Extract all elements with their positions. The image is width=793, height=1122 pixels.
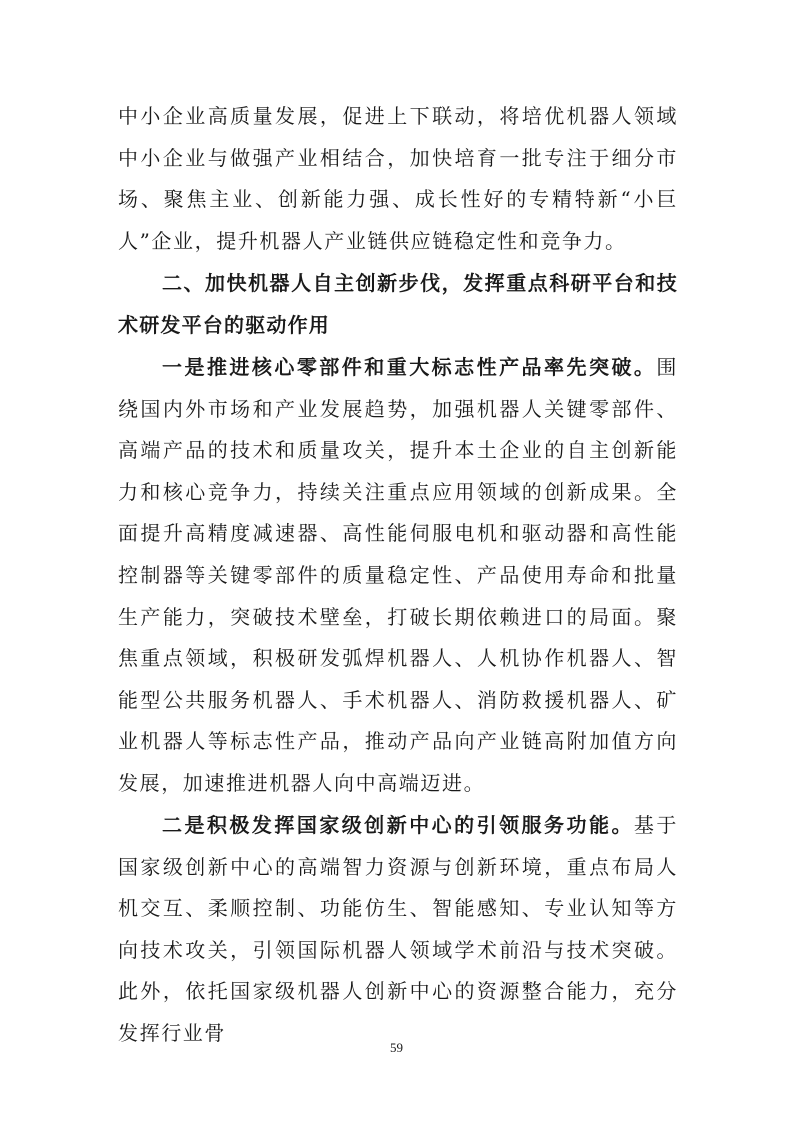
- paragraph-lead-core-components: 一是推进核心零部件和重大标志性产品率先突破。: [162, 355, 657, 379]
- section-heading: 二、加快机器人自主创新步伐，发挥重点科研平台和技术研发平台的驱动作用: [118, 271, 678, 337]
- continuation-paragraph: 中小企业高质量发展，促进上下联动，将培优机器人领域中小企业与做强产业相结合，加快培育一批专注于细分市场、聚焦主业、创新能力强、成长性好的专精特新“小巨人”企业，提升机器人产业链供应链稳定性和竞争力。: [118, 104, 678, 253]
- paragraph-lead-innovation-center: 二是积极发挥国家级创新中心的引领服务功能。: [162, 813, 634, 837]
- page-number: 59: [390, 1040, 403, 1055]
- paragraph-core-components: [118, 347, 678, 805]
- paragraph-body-core-components: 围绕国内外市场和产业发展趋势，加强机器人关键零部件、高端产品的技术和质量攻关，提升本土企业的自主创新能力和核心竞争力，持续关注重点应用领域的创新成果。全面提升高精度减速器、高性能伺服电机和驱动器和高性能控制器等关键零部件的质量稳定性、产品使用寿命和批量生产能力，突破技术壁垒，打破长期依赖进口的局面。聚焦重点领域，积极研发弧焊机器人、人机协作机器人、智能型公共服务机器人、手术机器人、消防救援机器人、矿业机器人等标志性产品，推动产品向产业链高附加值方向发展，加速推进机器人向中高端迈进。: [118, 355, 678, 795]
- paragraph-innovation-center: [118, 805, 678, 1055]
- paragraph-body-innovation-center: 基于国家级创新中心的高端智力资源与创新环境，重点布局人机交互、柔顺控制、功能仿生、智能感知、专业认知等方向技术攻关，引领国际机器人领域学术前沿与技术突破。此外，依托国家级机器人创新中心的资源整合能力，充分发挥行业骨: [118, 813, 678, 1045]
